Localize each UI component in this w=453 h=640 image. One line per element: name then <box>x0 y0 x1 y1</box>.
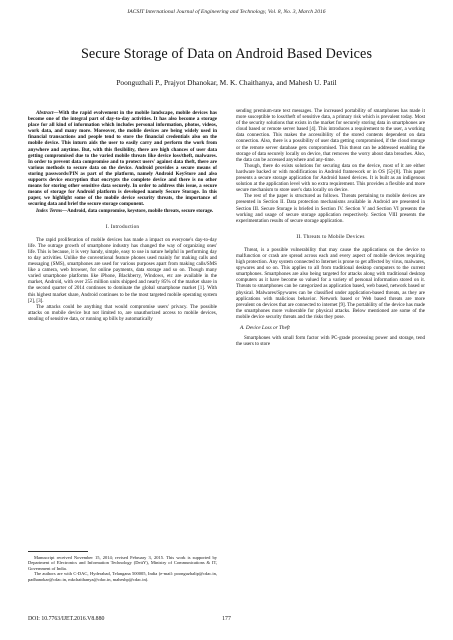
footnote-received: Manuscript received November 15, 2014; revised February 3, 2015. This work is supported by Department of Electronics and Information Technology (DeitY), Ministry of Communications & IT, Government of India. <box>28 555 217 571</box>
intro-paragraph-2: The attacks could be anything that would compromise users' privacy. The possible attacks on mobile device but not limited to, are unauthorized access to mobile devices, stealing of sensitive data, or running up bills by automatically <box>28 303 217 322</box>
footnote-divider <box>28 551 88 552</box>
right-paragraph-1: sending premium-rate text messages. The increased portability of smartphones has made it more susceptible to loss/theft of sensitive data, a primary risk which is prevalent today. Most of the security solutions that exists in the market for securely storing data in smartphones are cloud based or remote server based [4]. This introduces a requirement to the user, a working data connection. This makes the accessibility of the stored contents dependent on data connection. Also, there is a possibility of user data getting compromised, if the cloud storage or the remote server database gets compromised. This threat can be addressed enabling the storage of data securely locally on device, that removes the worry about data breaches. Also, the data can be accessed anywhere and any-time. <box>236 108 425 163</box>
page-number: 177 <box>222 616 231 622</box>
right-column <box>236 108 425 347</box>
author-list: Poonguzhali P., Prajyot Dhanokar, M. K. Chaithanya, and Mahesh U. Patil <box>116 78 337 87</box>
subsection-heading-device-loss: A. Device Loss or Theft <box>240 325 290 331</box>
abstract-text: —With the rapid evolvement in the mobile landscape, mobile devices has become one of the integral part of day-to-day activities. It has also become a storage place for all kind of information which includes personal information, photos, videos, work data, and many more. Moreover, the mobile devices are being widely used in financial transactions and people tend to store the financial credentials also on the mobile device. This inturn aids the user to easily carry and perform the work from anywhere and anytime. But, with this flexibility, there are high chances of user data getting compromised due to the varied mobile threats like device loss/theft, malwares. In order to prevent data compromise and to protect users' against data theft, there are various methods to secure data on the device. Android provides a secure means of storing passwords/PIN as part of the platform, namely Android KeyStore and also supports device encryption that encrypts the complete device and there is no other means for storing other sensitive data securely. In order to address this issue, a secure means of storage for Android platform is developed namely Secure Storage. In this paper, we highlight some of the mobile device security threats, the importance of securing data and brief the secure storage component. <box>28 110 217 208</box>
journal-header: IACSIT International Journal of Engineering and Technology, Vol. 8, No. 3, March 2016 <box>127 9 326 15</box>
abstract <box>28 110 217 208</box>
index-terms-label: Index Terms <box>36 207 63 214</box>
paper-title: Secure Storage of Data on Android Based Devices <box>80 46 373 62</box>
index-terms <box>28 208 217 214</box>
footnote <box>28 555 217 582</box>
right-paragraph-3: The rest of the paper is structured as follows. Threats pertaining to mobile devices are presented in Section II. Data protection mechanisms available in Android are presented in Section III. Secure Storage is briefed in Section IV. Section V and Section VI presents the working and usage of secure storage application respectively. Section VIII presents the experimentation results of secure storage application. <box>236 193 425 224</box>
footnote-affiliation: The authors are with C-DAC, Hyderabad, Telangana 500005, India (e-mail: poonguzhalip@cdac.in, padhanokar@cdac.in, mkchaithanya@cdac.in, maheshp@cdac.in). <box>28 571 217 582</box>
section-heading-introduction: I. Introduction <box>105 223 140 230</box>
index-terms-text: —Android, data compromise, keystore, mobile threats, secure storage. <box>62 207 214 214</box>
abstract-label: Abstract <box>36 110 54 116</box>
threats-paragraph: Threat, is a possible vulnerability that may cause the applications on the device to malfunction or crash are spread across each and every aspect of mobile devices requiring high protection. Any system connected to Internet is prone to get affected by virus, malwares, spywares and so on. This applies to all from traditional desktop computers to the current smartphones. Smartphones are also being targeted for attacks along with traditional desktop computers as it have become so valued for a variety of personal information stored on it. Threats to smartphones can be categorized as application based, web based, network based or physical. Malwares/Spywares can be classified under application-based threats, as they are applications with malicious behavior. Network based or Web based threats are more prevalent on devices that are connected to internet [9]. The portability of the device has made the smartphones more vulnerable for physical attacks. Below mentioned are some of the mobile device security threats and the risks they pose. <box>236 246 425 320</box>
section-heading-threats: II. Threats to Mobile Devices <box>296 233 365 240</box>
doi-label: DOI: 10.7763/IJET.2016.V8.880 <box>28 616 105 622</box>
right-paragraph-2: Though, there do exists solutions for securing data on the device, most of it are either hardware backed or with modifications in Android framework or in OS [5]-[8]. This paper presents a secure storage application for Android based devices. It is built as an indigenous solution at the application level with no extra requirement. This provides a flexible and more secure mechanism to store user's data locally on device. <box>236 162 425 194</box>
left-column <box>28 110 217 322</box>
device-loss-paragraph: Smartphones with small form factor with PC-grade processing power and storage, tend the users to store <box>236 335 425 348</box>
intro-paragraph-1: The rapid proliferation of mobile devices has made a impact on everyone's day-to-day life. The outrage growth of smartphone industry has changed the way of organizing ones' life. This is because, it is very handy, simple, easy to use in nature helpful in performing day to day activities. Unlike the conventional feature phones used mainly for making calls and messaging (SMS), smartphones are used for various purposes apart from making calls/SMS like a camera, web browser, for online payments, data storage and so on. Though many varied smartphone platforms like iPhone, Blackberry, Windows, etc are available in the market, Android, with over 255 million units shipped and nearly 85% of the market share in the second quarter of 2014 continues to dominate the global smartphone market [1]. With this highest market share, Android continues to be the most targeted mobile operating system [2], [3]. <box>28 236 217 304</box>
